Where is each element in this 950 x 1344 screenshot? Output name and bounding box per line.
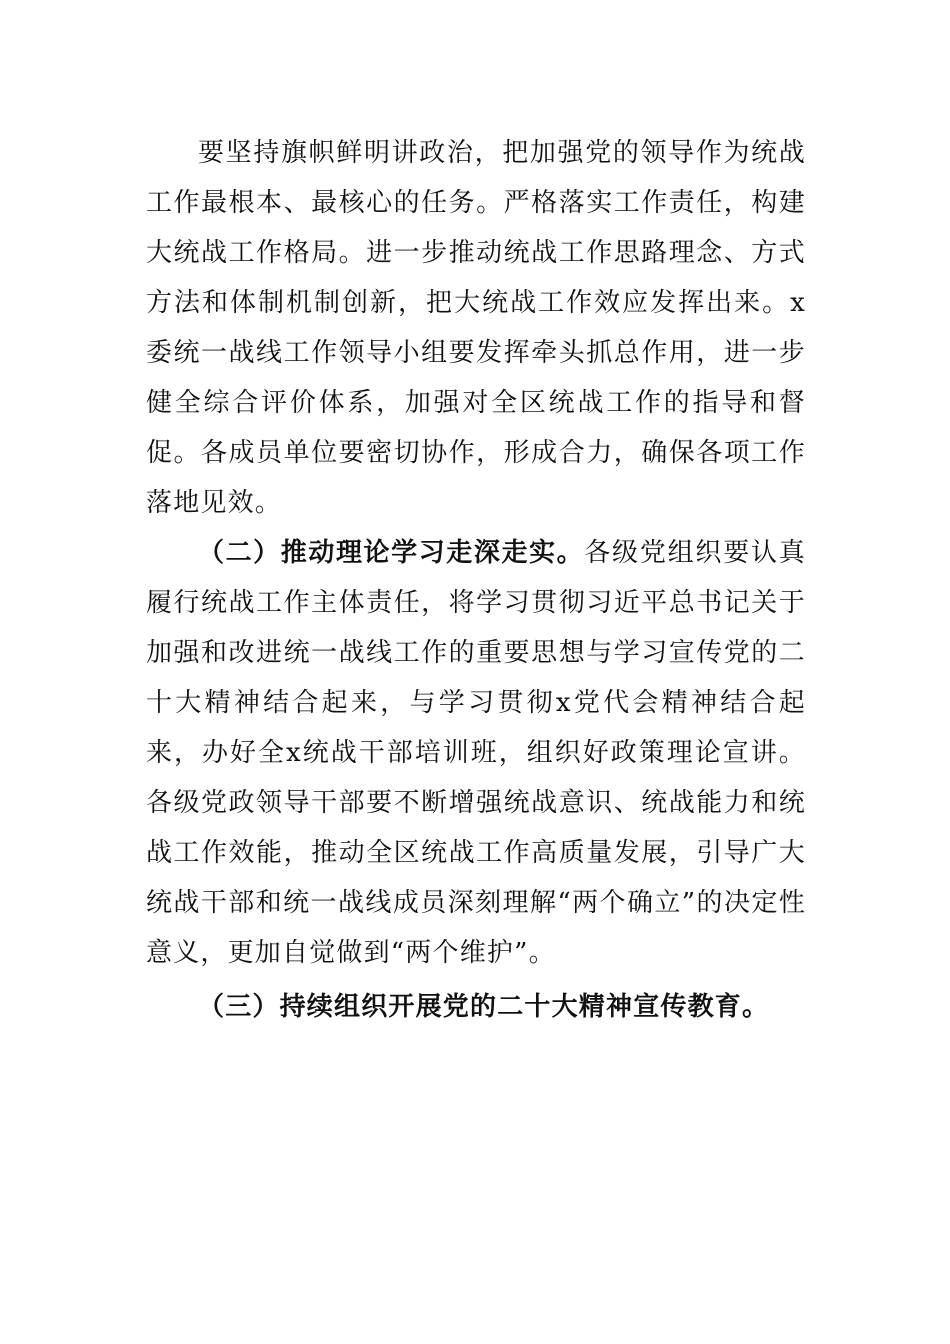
paragraph-2 — [146, 528, 806, 978]
paragraph-2-heading: （二）推动理论学习走深走实。 — [198, 538, 585, 568]
document-body — [146, 128, 806, 1032]
paragraph-2-body: 各级党组织要认真履行统战工作主体责任，将学习贯彻习近平总书记关于加强和改进统一战线工作的重要思想与学习宣传党的二十大精神结合起来，与学习贯彻x党代会精神结合起来，办好全x统战干部培训班，组织好政策理论宣讲。各级党政领导干部要不断增强统战意识、统战能力和统战工作效能，推动全区统战工作高质量发展，引导广大统战干部和统一战线成员深刻理解“两个确立”的决定性意义，更加自觉做到“两个维护”。 — [146, 538, 806, 968]
paragraph-1 — [146, 128, 806, 528]
section-heading-3: （三）持续组织开展党的二十大精神宣传教育。 — [198, 992, 770, 1022]
paragraph-1-body: 要坚持旗帜鲜明讲政治，把加强党的领导作为统战工作最根本、最核心的任务。严格落实工作责任，构建大统战工作格局。进一步推动统战工作思路理念、方式方法和体制机制创新，把大统战工作效应发挥出来。x委统一战线工作领导小组要发挥牵头抓总作用，进一步健全综合评价体系，加强对全区统战工作的指导和督促。各成员单位要密切协作，形成合力，确保各项工作落地见效。 — [146, 138, 806, 518]
